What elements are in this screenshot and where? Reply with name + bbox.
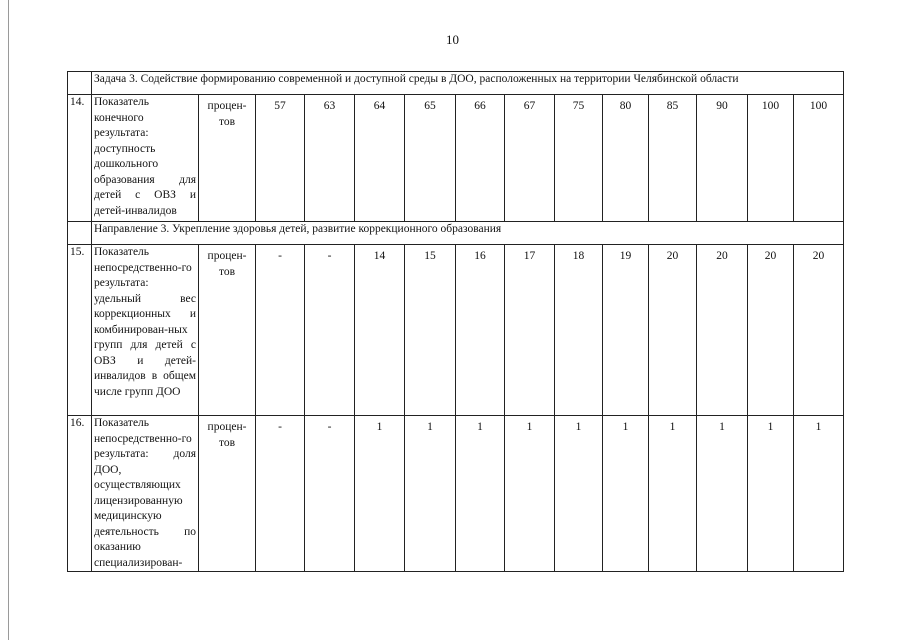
value: 1 bbox=[815, 421, 822, 433]
value-cell bbox=[603, 416, 649, 572]
value: 17 bbox=[523, 250, 536, 262]
table-row bbox=[68, 416, 844, 572]
task-header-row bbox=[68, 72, 844, 95]
value: 20 bbox=[764, 250, 777, 262]
unit-label: процен-тов bbox=[207, 421, 247, 449]
value-cell bbox=[649, 245, 697, 416]
table-row bbox=[68, 245, 844, 416]
value: 85 bbox=[666, 100, 679, 112]
value: 100 bbox=[761, 100, 780, 112]
value-cell bbox=[748, 245, 794, 416]
value: - bbox=[278, 250, 282, 262]
indicator-name: Показатель конечного результата: доступность дошкольного образования для детей с ОВЗ и детей-инвалидов bbox=[92, 95, 199, 222]
value: - bbox=[278, 421, 282, 433]
value-cell bbox=[405, 245, 456, 416]
value-cell bbox=[456, 245, 505, 416]
value-cell bbox=[505, 245, 555, 416]
value: 1 bbox=[622, 421, 629, 433]
value: 90 bbox=[716, 100, 728, 112]
value-cell bbox=[305, 245, 355, 416]
value-cell bbox=[794, 245, 844, 416]
value: 20 bbox=[716, 250, 728, 262]
value: 18 bbox=[572, 250, 585, 262]
value: - bbox=[327, 250, 332, 262]
indicator-name: Показатель непосредственно-го результата: удельный вес коррекционных и комбинирован-ных групп для детей с ОВЗ и детей-инвалидов в общем числе групп ДОО bbox=[92, 245, 199, 416]
value: 1 bbox=[526, 421, 533, 433]
value: 75 bbox=[572, 100, 585, 112]
value: 15 bbox=[424, 250, 436, 262]
value-cell bbox=[649, 416, 697, 572]
value-cell bbox=[405, 95, 456, 222]
value: 66 bbox=[474, 100, 486, 112]
value-cell bbox=[649, 95, 697, 222]
value-cell bbox=[794, 95, 844, 222]
value: 1 bbox=[767, 421, 774, 433]
row-number: 16. bbox=[68, 416, 92, 572]
value-cell bbox=[256, 245, 305, 416]
direction-header-num-cell bbox=[68, 222, 92, 245]
value: 14 bbox=[373, 250, 386, 262]
value: - bbox=[327, 421, 332, 433]
value-cell bbox=[256, 416, 305, 572]
value-cell bbox=[355, 245, 405, 416]
value: 16 bbox=[474, 250, 486, 262]
value: 65 bbox=[424, 100, 436, 112]
page-number: 10 bbox=[446, 32, 459, 47]
table-row bbox=[68, 95, 844, 222]
value-cell bbox=[555, 416, 603, 572]
value: 1 bbox=[669, 421, 676, 433]
value-cell bbox=[256, 95, 305, 222]
value: 20 bbox=[812, 250, 825, 262]
unit-cell bbox=[199, 416, 256, 572]
value-cell bbox=[697, 416, 748, 572]
task-header: Задача 3. Содействие формированию современной и доступной среды в ДОО, расположенных на территории Челябинской области bbox=[92, 72, 844, 95]
value: 67 bbox=[523, 100, 536, 112]
value-cell bbox=[505, 416, 555, 572]
value-cell bbox=[456, 416, 505, 572]
value-cell bbox=[603, 95, 649, 222]
value: 1 bbox=[477, 421, 483, 433]
value: 20 bbox=[666, 250, 679, 262]
indicator-name: Показатель непосредственно-го результата: доля ДОО, осуществляющих лицензированную медицинскую деятельность по оказанию специализирован- bbox=[92, 416, 199, 572]
unit-cell bbox=[199, 245, 256, 416]
value: 64 bbox=[373, 100, 386, 112]
value-cell bbox=[697, 95, 748, 222]
unit-label: процен-тов bbox=[207, 100, 247, 128]
value-cell bbox=[603, 245, 649, 416]
value-cell bbox=[697, 245, 748, 416]
value-cell bbox=[794, 416, 844, 572]
value: 80 bbox=[619, 100, 632, 112]
task-header-num-cell bbox=[68, 72, 92, 95]
unit-label: процен-тов bbox=[207, 250, 247, 278]
value: 1 bbox=[427, 421, 433, 433]
direction-header: Направление 3. Укрепление здоровья детей, развитие коррекционного образования bbox=[92, 222, 844, 245]
value-cell bbox=[305, 416, 355, 572]
value-cell bbox=[355, 416, 405, 572]
value-cell bbox=[555, 95, 603, 222]
value-cell bbox=[355, 95, 405, 222]
value-cell bbox=[456, 95, 505, 222]
value-cell bbox=[555, 245, 603, 416]
page-edge-line bbox=[8, 0, 9, 640]
value-cell bbox=[505, 95, 555, 222]
value-cell bbox=[305, 95, 355, 222]
row-number: 15. bbox=[68, 245, 92, 416]
value: 100 bbox=[809, 100, 828, 112]
value-cell bbox=[748, 95, 794, 222]
value: 63 bbox=[323, 100, 336, 112]
value: 1 bbox=[575, 421, 582, 433]
direction-header-row bbox=[68, 222, 844, 245]
indicators-table bbox=[67, 71, 844, 572]
value: 57 bbox=[274, 100, 286, 112]
value: 1 bbox=[376, 421, 383, 433]
value: 1 bbox=[719, 421, 725, 433]
row-number: 14. bbox=[68, 95, 92, 222]
unit-cell bbox=[199, 95, 256, 222]
value: 19 bbox=[619, 250, 632, 262]
value-cell bbox=[405, 416, 456, 572]
value-cell bbox=[748, 416, 794, 572]
